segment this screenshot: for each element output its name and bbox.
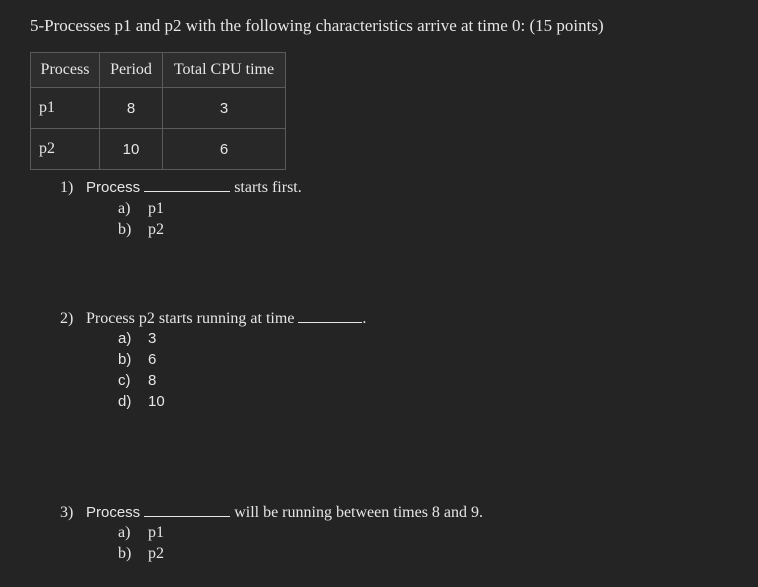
table-header-row	[31, 53, 286, 88]
question-text: Process	[86, 179, 141, 196]
header-process: Process	[31, 53, 100, 88]
answer-blank[interactable]	[144, 177, 230, 192]
option-text: p2	[148, 221, 164, 238]
process-table	[30, 52, 286, 170]
option-letter: a)	[118, 330, 132, 347]
question-text-after: starts first.	[234, 179, 302, 196]
table-row	[31, 88, 286, 129]
option-text: p1	[148, 200, 164, 217]
answer-blank[interactable]	[144, 502, 230, 517]
question-number: 2)	[60, 310, 74, 327]
cell-process: p1	[31, 88, 100, 129]
option-text: 3	[148, 330, 157, 347]
option-text: 10	[148, 393, 165, 410]
question-number: 3)	[60, 504, 74, 521]
option-text: p2	[148, 545, 164, 562]
question-number: 1)	[60, 179, 74, 196]
option-text: 6	[148, 351, 157, 368]
header-period: Period	[100, 53, 163, 88]
question-text-after: will be running between times 8 and 9.	[234, 504, 484, 521]
cell-process: p2	[31, 129, 100, 170]
option-letter: b)	[118, 351, 132, 368]
option-letter: a)	[118, 200, 131, 217]
option-text: p1	[148, 524, 164, 541]
option-c[interactable]	[118, 372, 156, 389]
question-1	[60, 177, 302, 197]
header-cpu-time: Total CPU time	[163, 53, 286, 88]
option-b[interactable]	[118, 221, 164, 239]
question-text: Process p2 starts running at time	[86, 310, 295, 327]
option-b[interactable]	[118, 545, 164, 563]
option-a[interactable]	[118, 330, 156, 347]
question-3	[60, 502, 483, 522]
option-b[interactable]	[118, 351, 156, 368]
option-letter: c)	[118, 372, 131, 389]
cell-period: 8	[100, 88, 163, 129]
option-letter: b)	[118, 545, 132, 562]
cell-period: 10	[100, 129, 163, 170]
cell-cpu-time: 3	[163, 88, 286, 129]
table-row	[31, 129, 286, 170]
option-a[interactable]	[118, 524, 164, 542]
option-letter: b)	[118, 221, 132, 238]
option-a[interactable]	[118, 200, 164, 218]
question-text-after: .	[362, 310, 367, 327]
option-letter: a)	[118, 524, 131, 541]
option-d[interactable]	[118, 393, 165, 410]
option-text: 8	[148, 372, 157, 389]
question-heading: 5-Processes p1 and p2 with the following characteristics arrive at time 0: (15 points)	[30, 16, 604, 35]
option-letter: d)	[118, 393, 132, 410]
question-text: Process	[86, 504, 141, 521]
cell-cpu-time: 6	[163, 129, 286, 170]
answer-blank[interactable]	[298, 308, 362, 323]
question-2	[60, 308, 366, 328]
